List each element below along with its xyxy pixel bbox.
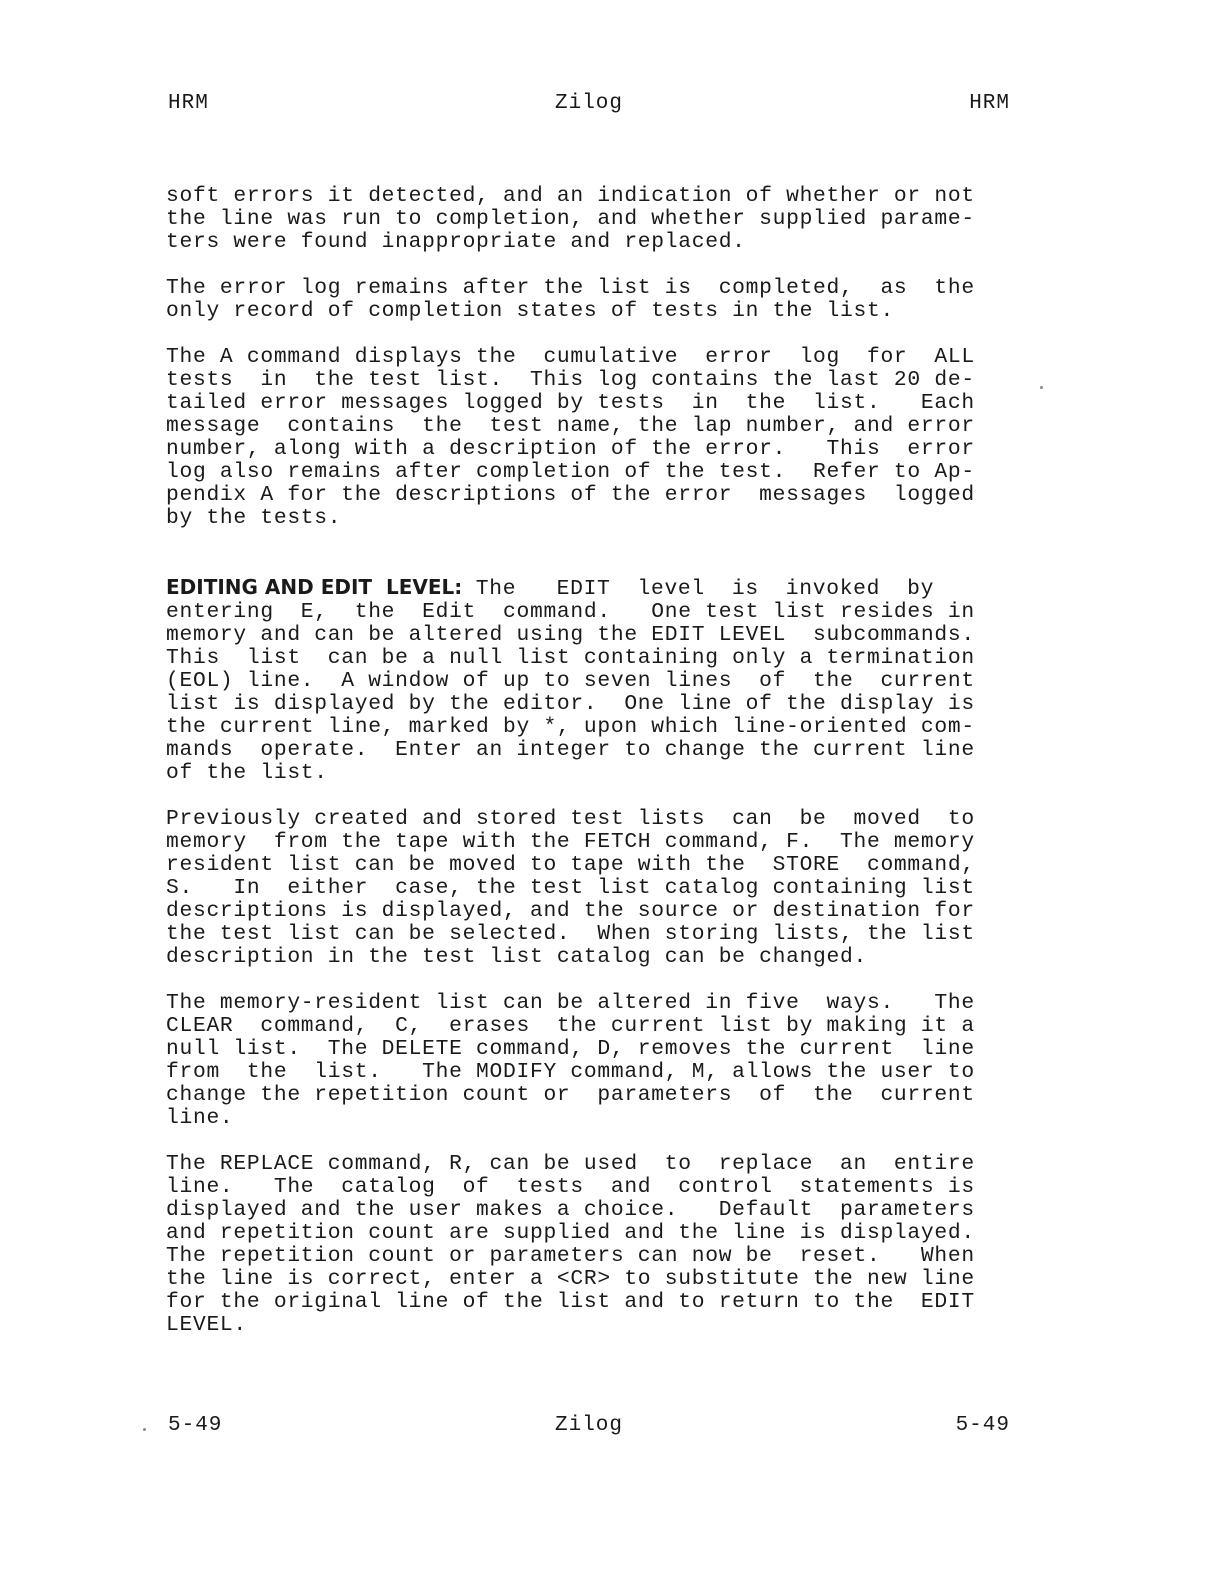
paragraph-editing-first-line (166, 576, 1010, 601)
footer-right: 5-49 (955, 1414, 1010, 1437)
paragraph-error-log: The error log remains after the list is completed, as the only record of completion states of tests in the list. (166, 276, 975, 323)
paragraph-fetch-store: Previously created and stored test lists can be moved to memory from the tape with the FETCH command, F. The memory resident list can be moved to tape with the STORE command, S. In either case, the test list catalog containing list descriptions is displayed, and the source or destination for the test list can be selected. When storing lists, the list description in the test list catalog can be changed. (166, 807, 975, 969)
footer-left: 5-49 (168, 1414, 223, 1437)
editing-first-line-text: The EDIT level is invoked by (462, 577, 935, 601)
paragraph-alter-list: The memory-resident list can be altered in five ways. The CLEAR command, C, erases the current list by making it a null list. The DELETE command, D, removes the current line from the list. The MODIFY command, M, allows the user to change the repetition count or parameters of the current line. (166, 991, 975, 1130)
page-body (166, 185, 1010, 1337)
scan-speck (143, 1428, 146, 1431)
header-left: HRM (168, 92, 209, 115)
paragraph-soft-errors: soft errors it detected, and an indication of whether or not the line was run to completion, and whether supplied parame- ters were found inappropriate and replaced. (166, 184, 975, 254)
scan-speck (1040, 386, 1043, 389)
paragraph-a-command: The A command displays the cumulative error log for ALL tests in the test list. This log contains the last 20 de- tailed error messages logged by tests in the list. Each message contains the test name, the lap number, and error number, along with a description of the error. This error log also remains after completion of the test. Refer to Ap- pendix A for the descriptions of the error messages logged by the tests. (166, 345, 975, 530)
paragraph-editing: entering E, the Edit command. One test list resides in memory and can be altered using the EDIT LEVEL subcommands. This list can be a null list containing only a termination (EOL) line. A window of up to seven lines of the current list is displayed by the editor. One line of the display is the current line, marked by *, upon which line-oriented com- mands operate. Enter an integer to change the current line of the list. (166, 600, 975, 785)
header-center: Zilog (554, 92, 623, 115)
header-right: HRM (969, 92, 1010, 115)
footer-center: Zilog (554, 1414, 623, 1437)
paragraph-replace: The REPLACE command, R, can be used to replace an entire line. The catalog of tests and control statements is displayed and the user makes a choice. Default parameters and repetition count are supplied and the line is displayed. The repetition count or parameters can now be reset. When the line is correct, enter a <CR> to substitute the new line for the original line of the list and to return to the EDIT LEVEL. (166, 1152, 975, 1337)
section-heading-editing: EDITING AND EDIT LEVEL: (166, 575, 463, 599)
